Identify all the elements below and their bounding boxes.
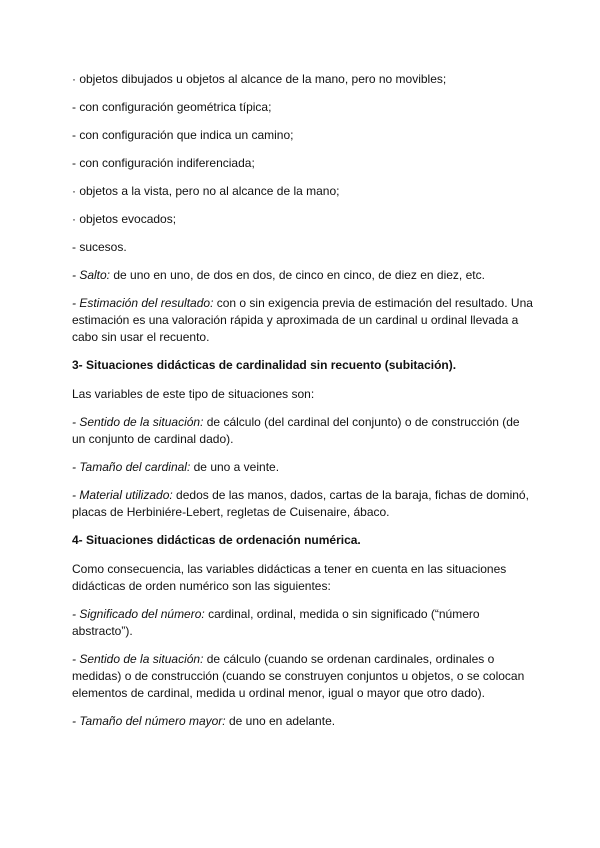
variable-text: dedos de las manos, dados, cartas de la baraja, fichas de dominó, placas de Herbiniére-Lebert, regletas de Cuisenaire, ábaco. bbox=[72, 488, 529, 519]
list-item: - con configuración geométrica típica; bbox=[72, 100, 272, 114]
variable-label: - Material utilizado: bbox=[72, 488, 173, 502]
document-body bbox=[72, 71, 534, 741]
variable-text: de cálculo (cuando se ordenan cardinales, ordinales o medidas) o de construcción (cuando se construyen conjuntos u objetos, o se colocan elementos de cardinal, medida u ordinal menor, igual o mayor que otro dado). bbox=[72, 652, 525, 700]
variable-text: de uno en uno, de dos en dos, de cinco en cinco, de diez en diez, etc. bbox=[110, 268, 485, 282]
list-item: · objetos dibujados u objetos al alcance de la mano, pero no movibles; bbox=[72, 72, 447, 86]
variable-sentido bbox=[72, 414, 534, 448]
section-intro: Como consecuencia, las variables didácticas a tener en cuenta en las situaciones didácticas de orden numérico son las siguientes: bbox=[72, 562, 507, 593]
variable-text: de uno en adelante. bbox=[225, 714, 336, 728]
list-item: · objetos a la vista, pero no al alcance de la mano; bbox=[72, 184, 340, 198]
variable-text: de cálculo (del cardinal del conjunto) o de construcción (de un conjunto de cardinal dado). bbox=[72, 415, 520, 446]
variable-estimacion bbox=[72, 295, 534, 346]
variable-label: - Sentido de la situación: bbox=[72, 652, 204, 666]
variable-tamano-cardinal bbox=[72, 459, 534, 476]
variable-sentido bbox=[72, 651, 534, 702]
list-item: · objetos evocados; bbox=[72, 212, 177, 226]
variable-label: - Estimación del resultado: bbox=[72, 296, 214, 310]
variable-salto bbox=[72, 267, 534, 284]
variable-label: - Significado del número: bbox=[72, 607, 205, 621]
variable-label: - Sentido de la situación: bbox=[72, 415, 204, 429]
variable-label: - Tamaño del cardinal: bbox=[72, 460, 191, 474]
list-item: - con configuración que indica un camino; bbox=[72, 128, 294, 142]
list-item: - con configuración indiferenciada; bbox=[72, 156, 255, 170]
variable-significado bbox=[72, 606, 534, 640]
section-heading-4: 4- Situaciones didácticas de ordenación numérica. bbox=[72, 533, 361, 547]
variable-tamano-numero bbox=[72, 713, 534, 730]
variable-text: con o sin exigencia previa de estimación del resultado. Una estimación es una valoración rápida y aproximada de un cardinal u ordinal llevada a cabo sin usar el recuento. bbox=[72, 296, 533, 344]
variable-label: - Salto: bbox=[72, 268, 111, 282]
variable-text: cardinal, ordinal, medida o sin significado (“número abstracto”). bbox=[72, 607, 480, 638]
variable-material bbox=[72, 487, 534, 521]
section-intro: Las variables de este tipo de situaciones son: bbox=[72, 387, 315, 401]
variable-text: de uno a veinte. bbox=[190, 460, 280, 474]
variable-label: - Tamaño del número mayor: bbox=[72, 714, 226, 728]
section-heading-3: 3- Situaciones didácticas de cardinalidad sin recuento (subitación). bbox=[72, 358, 457, 372]
list-item: - sucesos. bbox=[72, 240, 127, 254]
